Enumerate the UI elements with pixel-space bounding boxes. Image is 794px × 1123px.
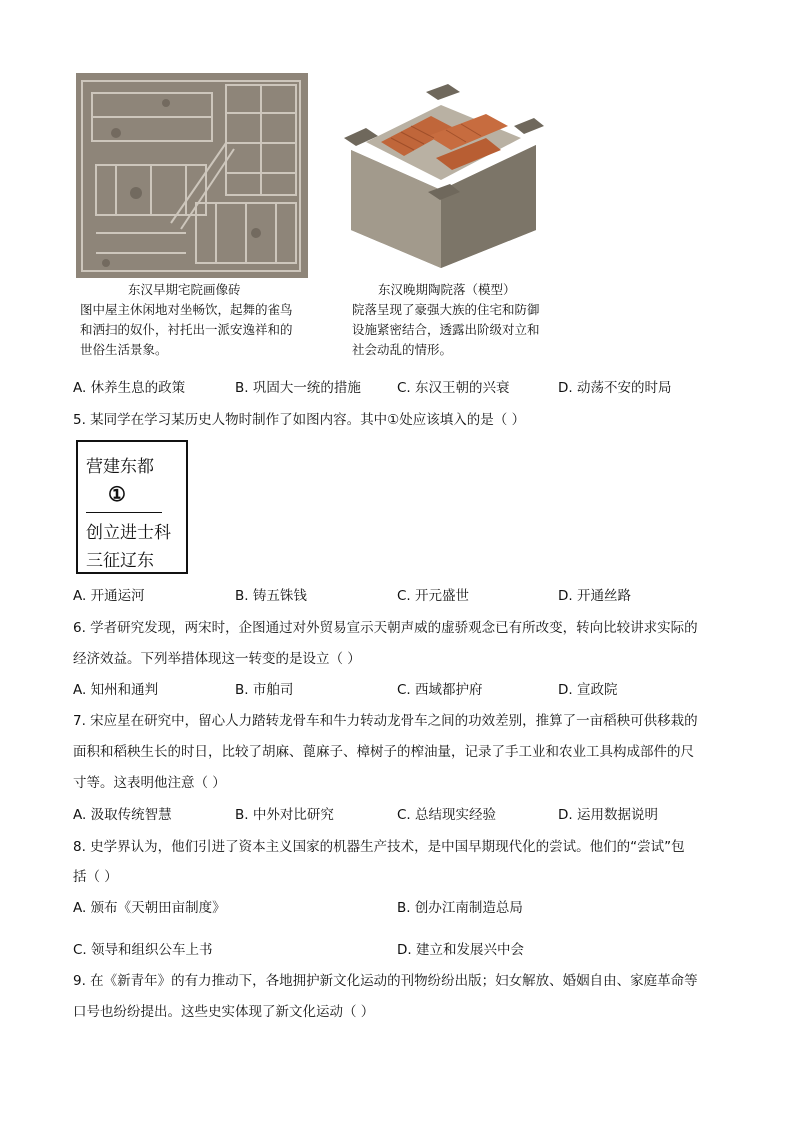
right-caption-title: 东汉晚期陶院落（模型）	[378, 282, 516, 297]
q6-stem-line: 6. 学者研究发现，两宋时，企图通过对外贸易宣示天朝声威的虚骄观念已有所改变，转向比较讲求实际的	[73, 620, 698, 636]
q7-stem-line: 寸等。这表明他注意（ ）	[73, 775, 226, 791]
box-blank-marker: ①	[108, 482, 126, 506]
q5-option-d: D. 开通丝路	[558, 588, 631, 604]
left-caption-line: 和洒扫的奴仆，衬托出一派安逸祥和的	[80, 322, 293, 337]
q7-option-a: A. 汲取传统智慧	[73, 807, 172, 823]
q7-option-b: B. 中外对比研究	[235, 807, 334, 823]
q8-stem-line: 8. 史学界认为，他们引进了资本主义国家的机器生产技术，是中国早期现代化的尝试。他们的“尝试”包	[73, 839, 685, 855]
right-caption-line: 院落呈现了豪强大族的住宅和防御	[352, 302, 540, 317]
q8-option-c: C. 领导和组织公车上书	[73, 942, 213, 958]
q5-option-a: A. 开通运河	[73, 588, 145, 604]
q5-stem: 5. 某同学在学习某历史人物时制作了如图内容。其中①处应该填入的是（ ）	[73, 412, 526, 428]
q7-option-c: C. 总结现实经验	[397, 807, 497, 823]
q7-stem-line: 面积和稻秧生长的时日，比较了胡麻、蓖麻子、樟树子的榨油量，记录了手工业和农业工具构成部件的尺	[73, 744, 694, 760]
q5-option-b: B. 铸五铢钱	[235, 588, 307, 604]
q6-option-a: A. 知州和通判	[73, 682, 159, 698]
left-caption-title: 东汉早期宅院画像砖	[128, 282, 241, 297]
sui-emperor-box	[76, 440, 188, 574]
q4-option-a: A. 休养生息的政策	[73, 380, 186, 396]
q9-stem-line: 9. 在《新青年》的有力推动下，各地拥护新文化运动的刊物纷纷出版；妇女解放、婚姻自由、家庭革命等	[73, 973, 698, 989]
pottery-model-illustration	[336, 80, 546, 270]
box-line-3: 创立进士科	[86, 523, 171, 543]
q8-option-d: D. 建立和发展兴中会	[397, 942, 524, 958]
q8-option-b: B. 创办江南制造总局	[397, 900, 523, 916]
box-line-1: 营建东都	[86, 457, 154, 477]
brick-relief-illustration	[76, 73, 308, 278]
q7-option-d: D. 运用数据说明	[558, 807, 658, 823]
q6-option-d: D. 宣政院	[558, 682, 618, 698]
box-line-4: 三征辽东	[86, 551, 154, 571]
left-caption-line: 世俗生活景象。	[80, 342, 168, 357]
q5-option-c: C. 开元盛世	[397, 588, 470, 604]
q4-option-b: B. 巩固大一统的措施	[235, 380, 361, 396]
q4-option-c: C. 东汉王朝的兴衰	[397, 380, 510, 396]
right-caption-line: 设施紧密结合，透露出阶级对立和	[352, 322, 540, 337]
q4-option-d: D. 动荡不安的时局	[558, 380, 672, 396]
east-han-pottery-courtyard-image	[336, 80, 546, 270]
q7-stem-line: 7. 宋应星在研究中，留心人力踏转龙骨车和牛力转动龙骨车之间的功效差别，推算了一亩稻秧可供移栽的	[73, 713, 698, 729]
q8-stem-line: 括（ ）	[73, 869, 118, 885]
left-caption-line: 图中屋主休闲地对坐畅饮，起舞的雀鸟	[80, 302, 293, 317]
q9-stem-line: 口号也纷纷提出。这些史实体现了新文化运动（ ）	[73, 1004, 375, 1020]
east-han-brick-image	[76, 73, 308, 278]
box-divider	[86, 512, 162, 513]
q6-option-b: B. 市舶司	[235, 682, 294, 698]
q6-option-c: C. 西域都护府	[397, 682, 483, 698]
right-caption-line: 社会动乱的情形。	[352, 342, 453, 357]
q8-option-a: A. 颁布《天朝田亩制度》	[73, 900, 226, 916]
q6-stem-line: 经济效益。下列举措体现这一转变的是设立（ ）	[73, 651, 361, 667]
